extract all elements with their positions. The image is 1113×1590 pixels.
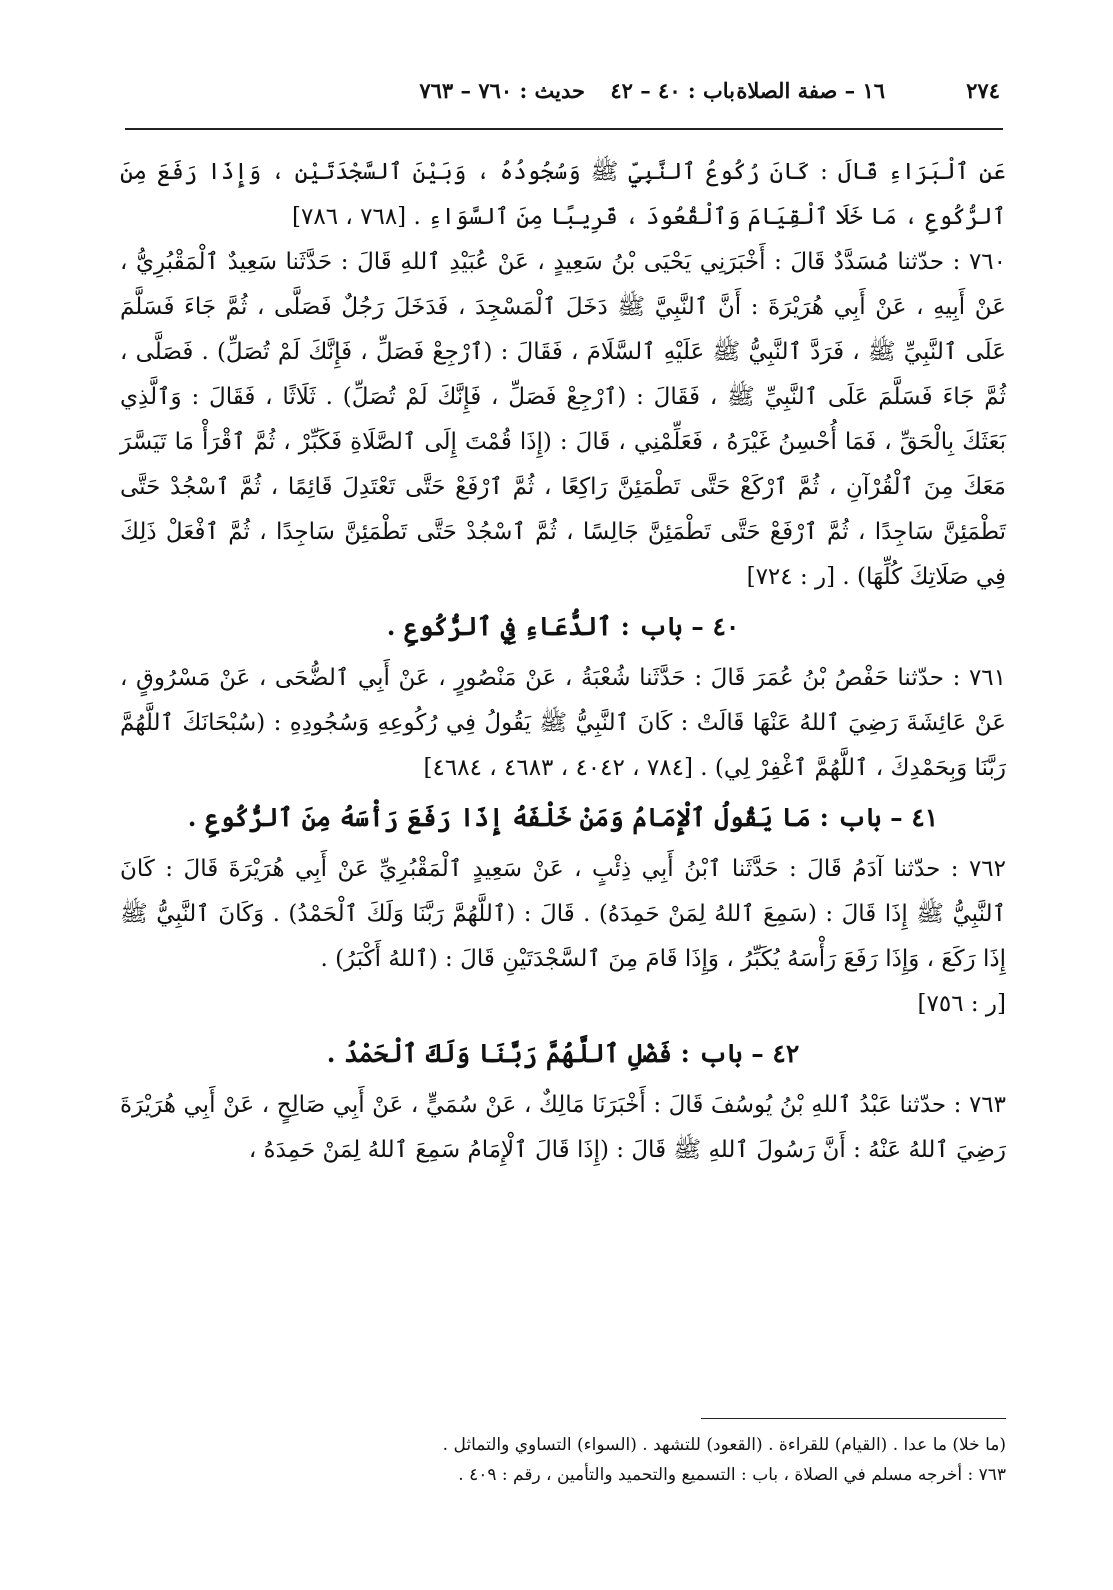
hadith-continuation: عَنِ ٱلْبَرَاءِ قَالَ : كَانَ رُكُوعُ ٱلنَّبِيِّ ﷺ وَسُجُودُهُ ، وَبَيْنَ ٱلسَّجْدَتَيْنِ ، وَإِذَا رَفَعَ مِنَ ٱلرُّكُوعِ ، مَا خَلَا ٱلْقِيَامَ وَٱلْقُعُودَ ، قَرِيبًا مِنَ ٱلسَّوَاءِ . [٧٦٨ ، ٧٨٦] — [120, 159, 1006, 230]
footnote-takhrij: ٧٦٣ : أخرجه مسلم في الصلاة ، باب : التسميع والتحميد والتأمين ، رقم : ٤٠٩ . — [458, 1465, 1006, 1485]
hadith-762: ٧٦٢ : حدّثنا آدَمُ قَالَ : حَدَّثَنا ٱبْنُ أَبِي ذِئْبٍ ، عَنْ سَعِيدٍ ٱلْمَقْبُرِيِّ عَنْ أَبِي هُرَيْرَةَ قَالَ : كَانَ ٱلنَّبِيُّ ﷺ إِذَا قَالَ : (سَمِعَ ٱللهُ لِمَنْ حَمِدَهُ) . قَالَ : (ٱللَّهُمَّ رَبَّنَا وَلَكَ ٱلْحَمْدُ) . وَكَانَ ٱلنَّبِيُّ ﷺ إِذَا رَكَعَ ، وَإِذَا رَفَعَ رَأْسَهُ يُكَبِّرُ ، وَإِذَا قَامَ مِنَ ٱلسَّجْدَتَيْنِ قَالَ : (ٱللهُ أَكْبَرُ) . — [120, 856, 1006, 972]
running-head — [160, 78, 1000, 118]
bab-42-heading: ٤٢ – باب : فَضْلِ ٱللَّهُمَّ رَبَّنَا وَلَكَ ٱلْحَمْدُ . — [326, 1039, 800, 1068]
hadith-762-reference: [ر : ٧٥٦] — [917, 991, 1006, 1017]
hadith-range: حديث : ٧٦٠ – ٧٦٣ — [419, 78, 585, 103]
header-divider — [125, 128, 1003, 130]
hadith-760: ٧٦٠ : حدّثنا مُسَدَّدٌ قَالَ : أَخْبَرَنِي يَحْيَى بْنُ سَعِيدٍ ، عَنْ عُبَيْدِ ٱللهِ قَالَ : حَدَّثَنا سَعِيدٌ ٱلْمَقْبُرِيُّ ، عَنْ أَبِيهِ ، عَنْ أَبِي هُرَيْرَةَ : أَنَّ ٱلنَّبِيَّ ﷺ دَخَلَ ٱلْمَسْجِدَ ، فَدَخَلَ رَجُلٌ فَصَلَّى ، ثُمَّ جَاءَ فَسَلَّمَ عَلَى ٱلنَّبِيِّ ﷺ ، فَرَدَّ ٱلنَّبِيُّ ﷺ عَلَيْهِ ٱلسَّلَامَ ، فَقَالَ : (ٱرْجِعْ فَصَلِّ ، فَإِنَّكَ لَمْ تُصَلِّ) . فَصَلَّى ، ثُمَّ جَاءَ فَسَلَّمَ عَلَى ٱلنَّبِيِّ ﷺ ، فَقَالَ : (ٱرْجِعْ فَصَلِّ ، فَإِنَّكَ لَمْ تُصَلِّ) . ثَلَاثًا ، فَقَالَ : وَٱلَّذِي بَعَثَكَ بِالْحَقِّ ، فَمَا أُحْسِنُ غَيْرَهُ ، فَعَلِّمْنِي ، قَالَ : (إِذَا قُمْتَ إِلَى ٱلصَّلَاةِ فَكَبِّرْ ، ثُمَّ ٱقْرَأْ مَا تَيَسَّرَ مَعَكَ مِنَ ٱلْقُرْآنِ ، ثُمَّ ٱرْكَعْ حَتَّى تَطْمَئِنَّ رَاكِعًا ، ثُمَّ ٱرْفَعْ حَتَّى تَعْتَدِلَ قَائِمًا ، ثُمَّ ٱسْجُدْ حَتَّى تَطْمَئِنَّ سَاجِدًا ، ثُمَّ ٱرْفَعْ حَتَّى تَطْمَئِنَّ جَالِسًا ، ثُمَّ ٱسْجُدْ حَتَّى تَطْمَئِنَّ سَاجِدًا ، ثُمَّ ٱفْعَلْ ذَلِكَ فِي صَلَاتِكَ كُلِّهَا) . [ر : ٧٢٤] — [120, 249, 1006, 590]
main-text — [120, 150, 1006, 1173]
chapter-title: ١٦ – صفة الصلاة — [736, 78, 885, 103]
bab-41-heading: ٤١ – باب : مَا يَقُولُ ٱلْإِمَامُ وَمَنْ خَلْفَهُ إِذَا رَفَعَ رَأْسَهُ مِنَ ٱلرُّكُوعِ . — [187, 803, 939, 832]
footnotes — [180, 1430, 1006, 1490]
bab-40-heading: ٤٠ – باب : ٱلدُّعَاءِ فِي ٱلرُّكُوعِ . — [386, 612, 740, 641]
footnote-glossary: (ما خلا) ما عدا . (القيام) للقراءة . (القعود) للتشهد . (السواء) التساوي والتماثل . — [442, 1435, 1006, 1455]
page-number: ٢٧٤ — [966, 78, 1000, 103]
hadith-763: ٧٦٣ : حدّثنا عَبْدُ ٱللهِ بْنُ يُوسُفَ قَالَ : أَخْبَرَنَا مَالِكٌ ، عَنْ سُمَيٍّ ، عَنْ أَبِي صَالِحٍ ، عَنْ أَبِي هُرَيْرَةَ رَضِيَ ٱللهُ عَنْهُ : أَنَّ رَسُولَ ٱللهِ ﷺ قَالَ : (إِذَا قَالَ ٱلْإِمَامُ سَمِعَ ٱللهُ لِمَنْ حَمِدَهُ ، — [120, 1092, 1006, 1163]
hadith-761: ٧٦١ : حدّثنا حَفْصُ بْنُ عُمَرَ قَالَ : حَدَّثَنا شُعْبَةُ ، عَنْ مَنْصُورٍ ، عَنْ أَبِي ٱلضُّحَى ، عَنْ مَسْرُوقٍ ، عَنْ عَائِشَةَ رَضِيَ ٱللهُ عَنْهَا قَالَتْ : كَانَ ٱلنَّبِيُّ ﷺ يَقُولُ فِي رُكُوعِهِ وَسُجُودِهِ : (سُبْحَانَكَ ٱللَّهُمَّ رَبَّنَا وَبِحَمْدِكَ ، ٱللَّهُمَّ ٱغْفِرْ لِي) . [٧٨٤ ، ٤٠٤٢ ، ٤٦٨٣ ، ٤٦٨٤] — [120, 665, 1006, 781]
bab-range: باب : ٤٠ – ٤٢ — [610, 78, 735, 103]
footnote-divider — [701, 1418, 1006, 1419]
